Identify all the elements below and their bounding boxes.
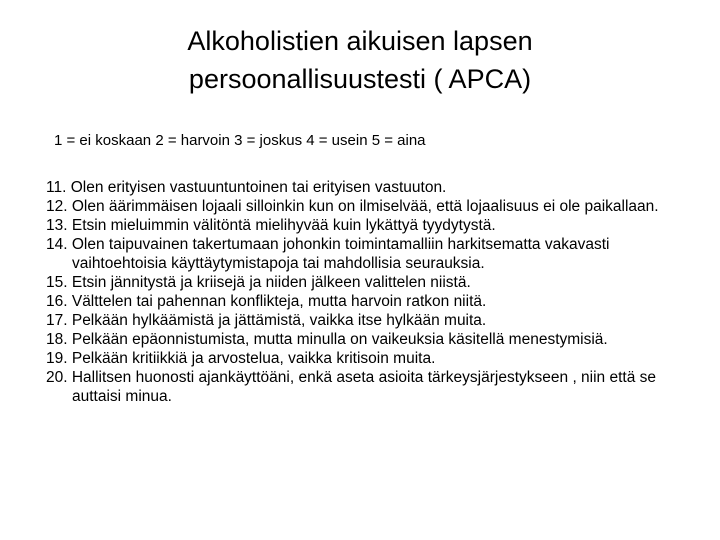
rating-scale-legend: 1 = ei koskaan 2 = harvoin 3 = joskus 4 = usein 5 = aina [54,132,426,149]
question-item-12: 12. Olen äärimmäisen lojaali silloinkin kun on ilmiselvää, että lojaalisuus ei ole paikallaan. [46,198,659,215]
question-item-19: 19. Pelkään kritiikkiä ja arvostelua, vaikka kritisoin muita. [46,350,436,367]
question-item-15: 15. Etsin jännitystä ja kriisejä ja niiden jälkeen valittelen niistä. [46,274,471,291]
slide-title-line-1: Alkoholistien aikuisen lapsen [187,26,533,56]
question-item-20: 20. Hallitsen huonosti ajankäyttöäni, enkä aseta asioita tärkeysjärjestykseen , niin että se auttaisi minua. [46,369,657,405]
slide-title-line-2: persoonallisuustesti ( APCA) [188,64,532,94]
slide-title [60,22,660,98]
question-item-13: 13. Etsin mieluimmin välitöntä mielihyvää kuin lykättyä tyydytystä. [46,217,496,234]
question-item-17: 17. Pelkään hylkäämistä ja jättämistä, vaikka itse hylkään muita. [46,312,487,329]
question-item-14: 14. Olen taipuvainen takertumaan johonkin toimintamalliin harkitsematta vakavasti vaihtoehtoisia käyttäytymistapoja tai mahdollisia seurauksia. [46,236,610,272]
question-list [46,178,706,406]
question-item-11: 11. Olen erityisen vastuuntuntoinen tai erityisen vastuuton. [46,179,447,196]
question-item-18: 18. Pelkään epäonnistumista, mutta minulla on vaikeuksia käsitellä menestymisiä. [46,331,608,348]
question-item-16: 16. Välttelen tai pahennan konflikteja, mutta harvoin ratkon niitä. [46,293,487,310]
